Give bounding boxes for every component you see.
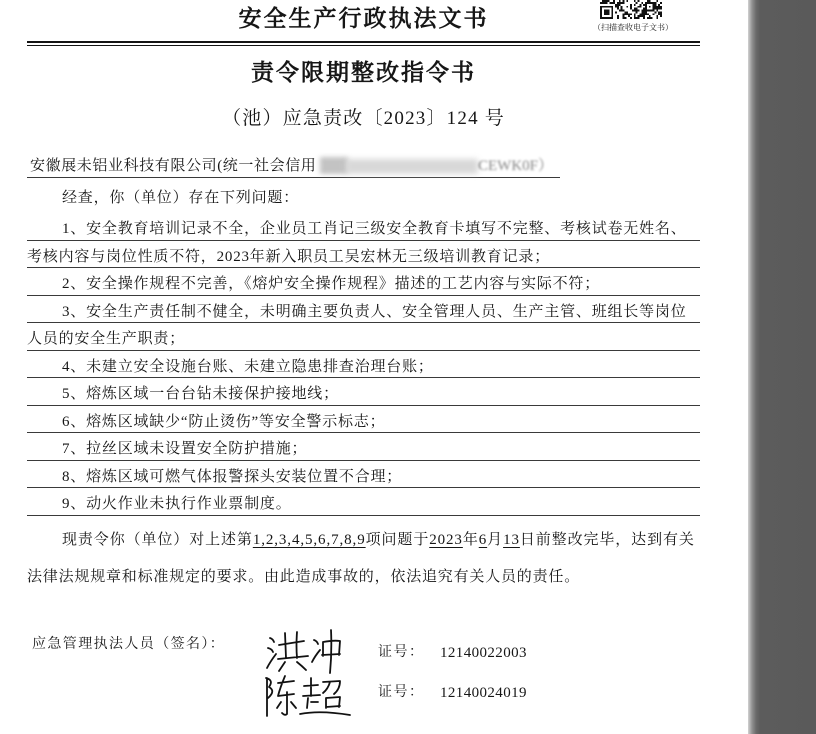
order-text: 现责令你（单位）对上述第 [62, 532, 253, 548]
document-number: （池）应急责改〔2023〕124 号 [222, 108, 505, 129]
issue-line [27, 323, 700, 351]
recipient-code-tail: CEWK0F） [478, 158, 554, 174]
rectification-order-line-1 [62, 530, 695, 550]
document-title: 责令限期整改指令书 [251, 59, 476, 85]
order-text: 年 [462, 532, 479, 548]
issue-text: 2、安全操作规程不完善，《熔炉安全操作规程》描述的工艺内容与实际不符； [62, 276, 601, 292]
cert-number-2: 12140024019 [440, 685, 527, 701]
document-header: 安全生产行政执法文书 [238, 5, 489, 31]
issue-line [27, 268, 700, 296]
cert-label-2: 证号： [378, 685, 425, 700]
deadline-day: 13 [503, 532, 520, 548]
issue-text: 3、安全生产责任制不健全，未明确主要负责人、安全管理人员、生产主管、班组长等岗位 [62, 303, 687, 320]
rectification-order-line-2: 法律法规规章和标准规定的要求。由此造成事故的，依法追究有关人员的责任。 [27, 569, 581, 585]
findings-intro: 经查，你（单位）存在下列问题： [62, 190, 300, 206]
issue-line [27, 213, 700, 241]
signature-strokes [267, 630, 340, 673]
order-text: 日前整改完毕，达到有关 [519, 532, 695, 548]
recipient-name: 安徽展未铝业科技有限公司(统一社会信用 [30, 158, 317, 174]
qr-caption: （扫描查收电子文书） [593, 23, 673, 32]
redaction-blur [320, 157, 348, 174]
header-rule-thick [27, 41, 700, 43]
issue-line [27, 488, 700, 516]
issue-line [27, 433, 700, 461]
order-item-numbers: 1,2,3,4,5,6,7,8,9 [252, 532, 366, 548]
issue-text: 8、熔炼区域可燃气体报警探头安装位置不合理； [62, 468, 403, 485]
cert-label-1: 证号： [378, 645, 425, 660]
issue-text: 4、未建立安全设施台账、未建立隐患排查治理台账； [62, 358, 434, 375]
viewer-background [748, 0, 816, 734]
order-text: 项问题于 [365, 532, 430, 548]
issue-text: 5、熔炼区域一台台钻未接保护接地线； [62, 386, 339, 402]
signature-strokes [266, 676, 350, 716]
header-rule-thin [27, 45, 700, 46]
issue-text: 7、拉丝区域未设置安全防护措施； [62, 441, 308, 457]
issue-line [27, 406, 700, 434]
issue-text: 人员的安全生产职责； [27, 331, 186, 347]
officer-signature-label: 应急管理执法人员（签名）： [32, 637, 226, 652]
issue-line [27, 351, 700, 379]
issue-line [27, 296, 700, 324]
issue-list [27, 213, 700, 516]
qr-modules [600, 0, 662, 19]
qr-code [600, 0, 662, 19]
issue-text: 6、熔炼区域缺少“防止烫伤”等安全警示标志； [62, 413, 386, 430]
cert-number-1: 12140022003 [440, 645, 527, 661]
deadline-month: 6 [478, 532, 488, 548]
qr-code-graphic [600, 0, 662, 19]
officer-signature-1 [264, 628, 352, 674]
issue-text: 1、安全教育培训记录不全，企业员工肖记三级安全教育卡填写不完整、考核试卷无姓名、 [62, 221, 687, 237]
officer-signature-2 [260, 674, 352, 718]
issue-line [27, 378, 700, 406]
issue-text: 9、动火作业未执行作业票制度。 [62, 496, 292, 512]
deadline-year: 2023 [429, 532, 463, 548]
issue-text: 考核内容与岗位性质不符，2023年新入职员工吴宏林无三级培训教育记录； [27, 248, 551, 265]
order-text: 月 [487, 532, 504, 548]
issue-line [27, 241, 700, 269]
redaction-blur [346, 159, 478, 174]
issue-line [27, 461, 700, 489]
